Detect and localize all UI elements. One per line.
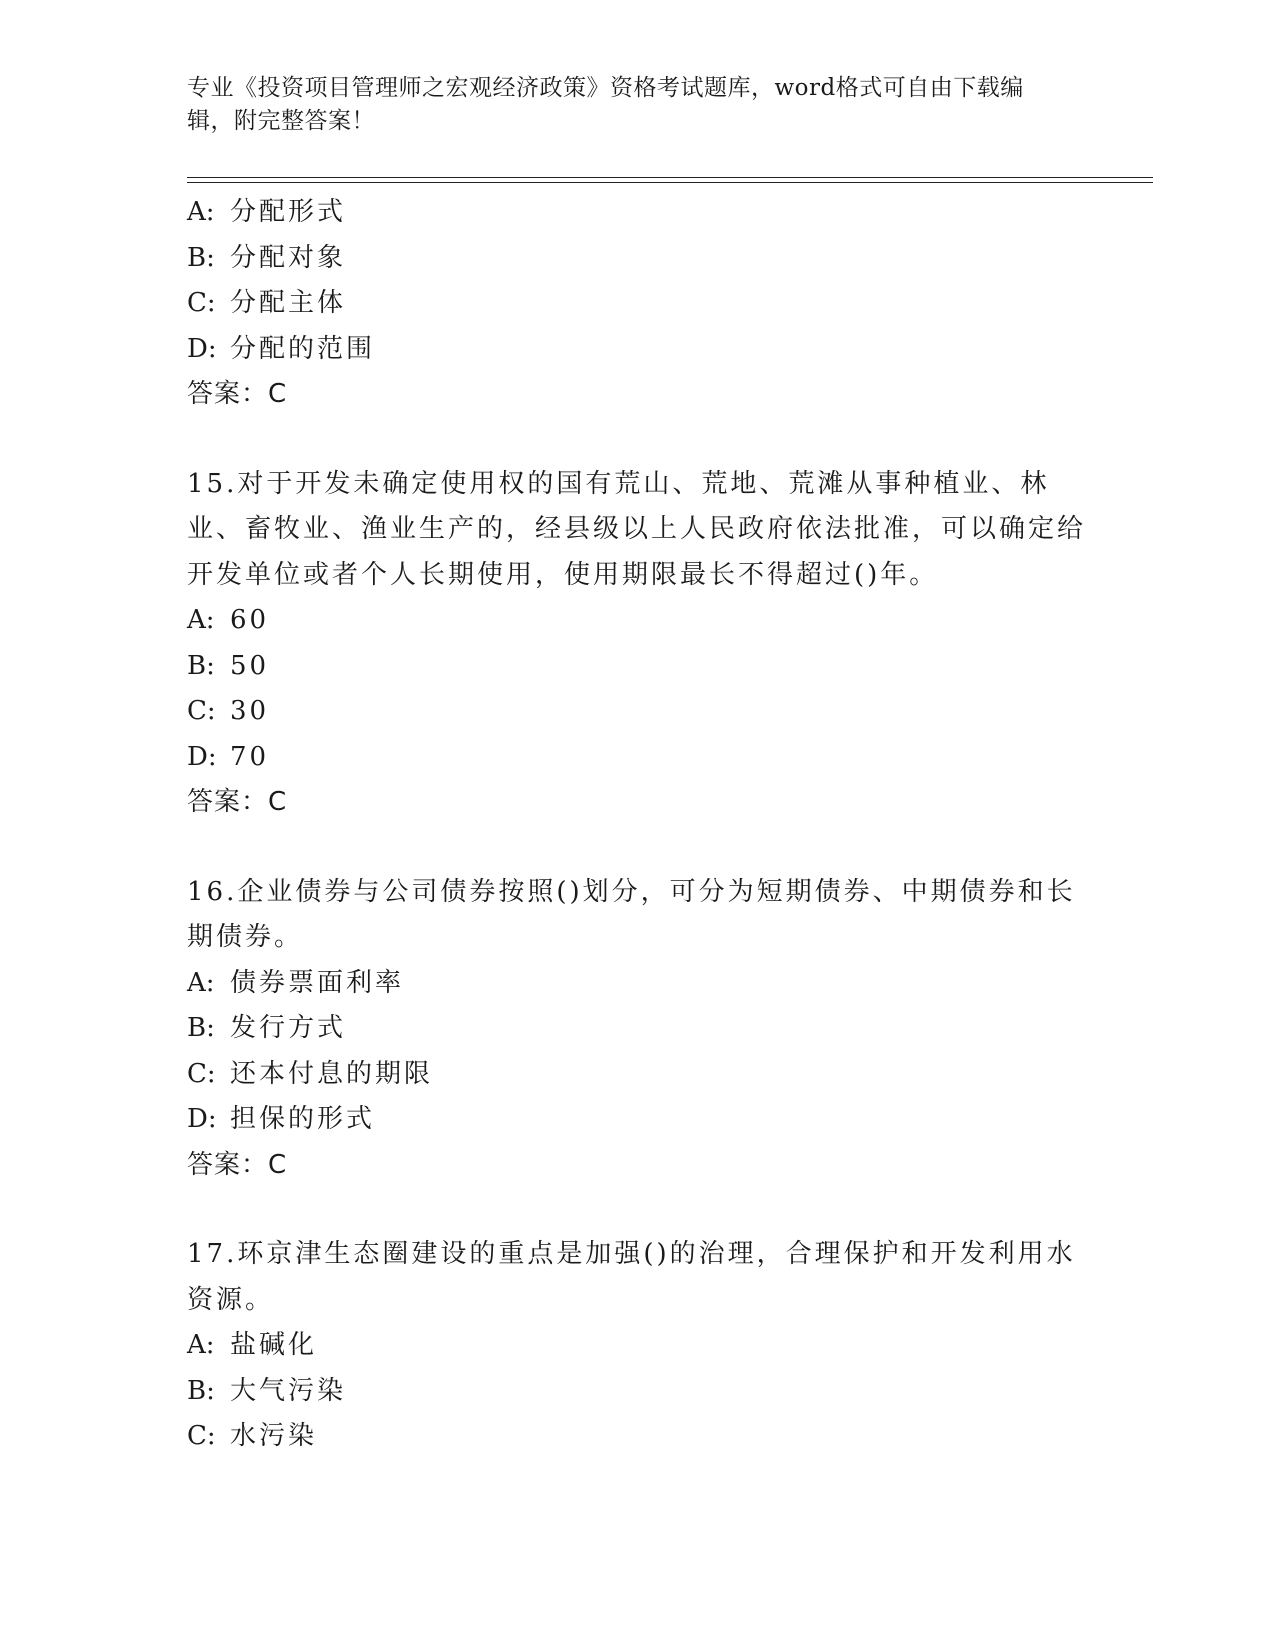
option-c: C: 还本付息的期限 bbox=[187, 1058, 434, 1089]
answer: 答案：C bbox=[187, 379, 288, 409]
document-header: 专业《投资项目管理师之宏观经济政策》资格考试题库，word格式可自由下载编辑，附完整答案！ bbox=[187, 75, 1024, 134]
header-rule-bottom bbox=[187, 182, 1153, 183]
option-a: A: 债券票面利率 bbox=[187, 967, 405, 998]
question-14 bbox=[187, 190, 1087, 418]
question-content bbox=[187, 190, 1087, 1460]
option-d: D: 70 bbox=[187, 741, 270, 772]
option-b: B: 分配对象 bbox=[187, 242, 347, 273]
question-17 bbox=[187, 1232, 1087, 1460]
answer: 答案：C bbox=[187, 1149, 288, 1180]
option-a: A: 60 bbox=[187, 605, 270, 635]
option-d: D: 担保的形式 bbox=[187, 1104, 376, 1134]
question-stem: 17.环京津生态圈建设的重点是加强()的治理，合理保护和开发利用水资源。 bbox=[187, 1239, 1076, 1315]
option-b: B: 发行方式 bbox=[187, 1013, 347, 1043]
option-a: A: 分配形式 bbox=[187, 197, 347, 227]
option-a: A: 盐碱化 bbox=[187, 1330, 318, 1360]
option-c: C: 30 bbox=[187, 696, 270, 726]
question-15 bbox=[187, 462, 1087, 826]
question-stem: 15.对于开发未确定使用权的国有荒山、荒地、荒滩从事种植业、林业、畜牧业、渔业生产的，经县级以上人民政府依法批准，可以确定给开发单位或者个人长期使用，使用期限最长不得超过()年。 bbox=[187, 468, 1087, 590]
option-c: C: 水污染 bbox=[187, 1421, 318, 1451]
option-c: C: 分配主体 bbox=[187, 288, 347, 318]
option-b: B: 50 bbox=[187, 650, 270, 681]
header-rule-top bbox=[187, 177, 1153, 178]
option-d: D: 分配的范围 bbox=[187, 333, 376, 364]
option-b: B: 大气污染 bbox=[187, 1375, 347, 1406]
question-stem: 16.企业债券与公司债券按照()划分，可分为短期债券、中期债券和长期债券。 bbox=[187, 876, 1076, 952]
answer: 答案：C bbox=[187, 787, 288, 817]
question-16 bbox=[187, 870, 1087, 1189]
